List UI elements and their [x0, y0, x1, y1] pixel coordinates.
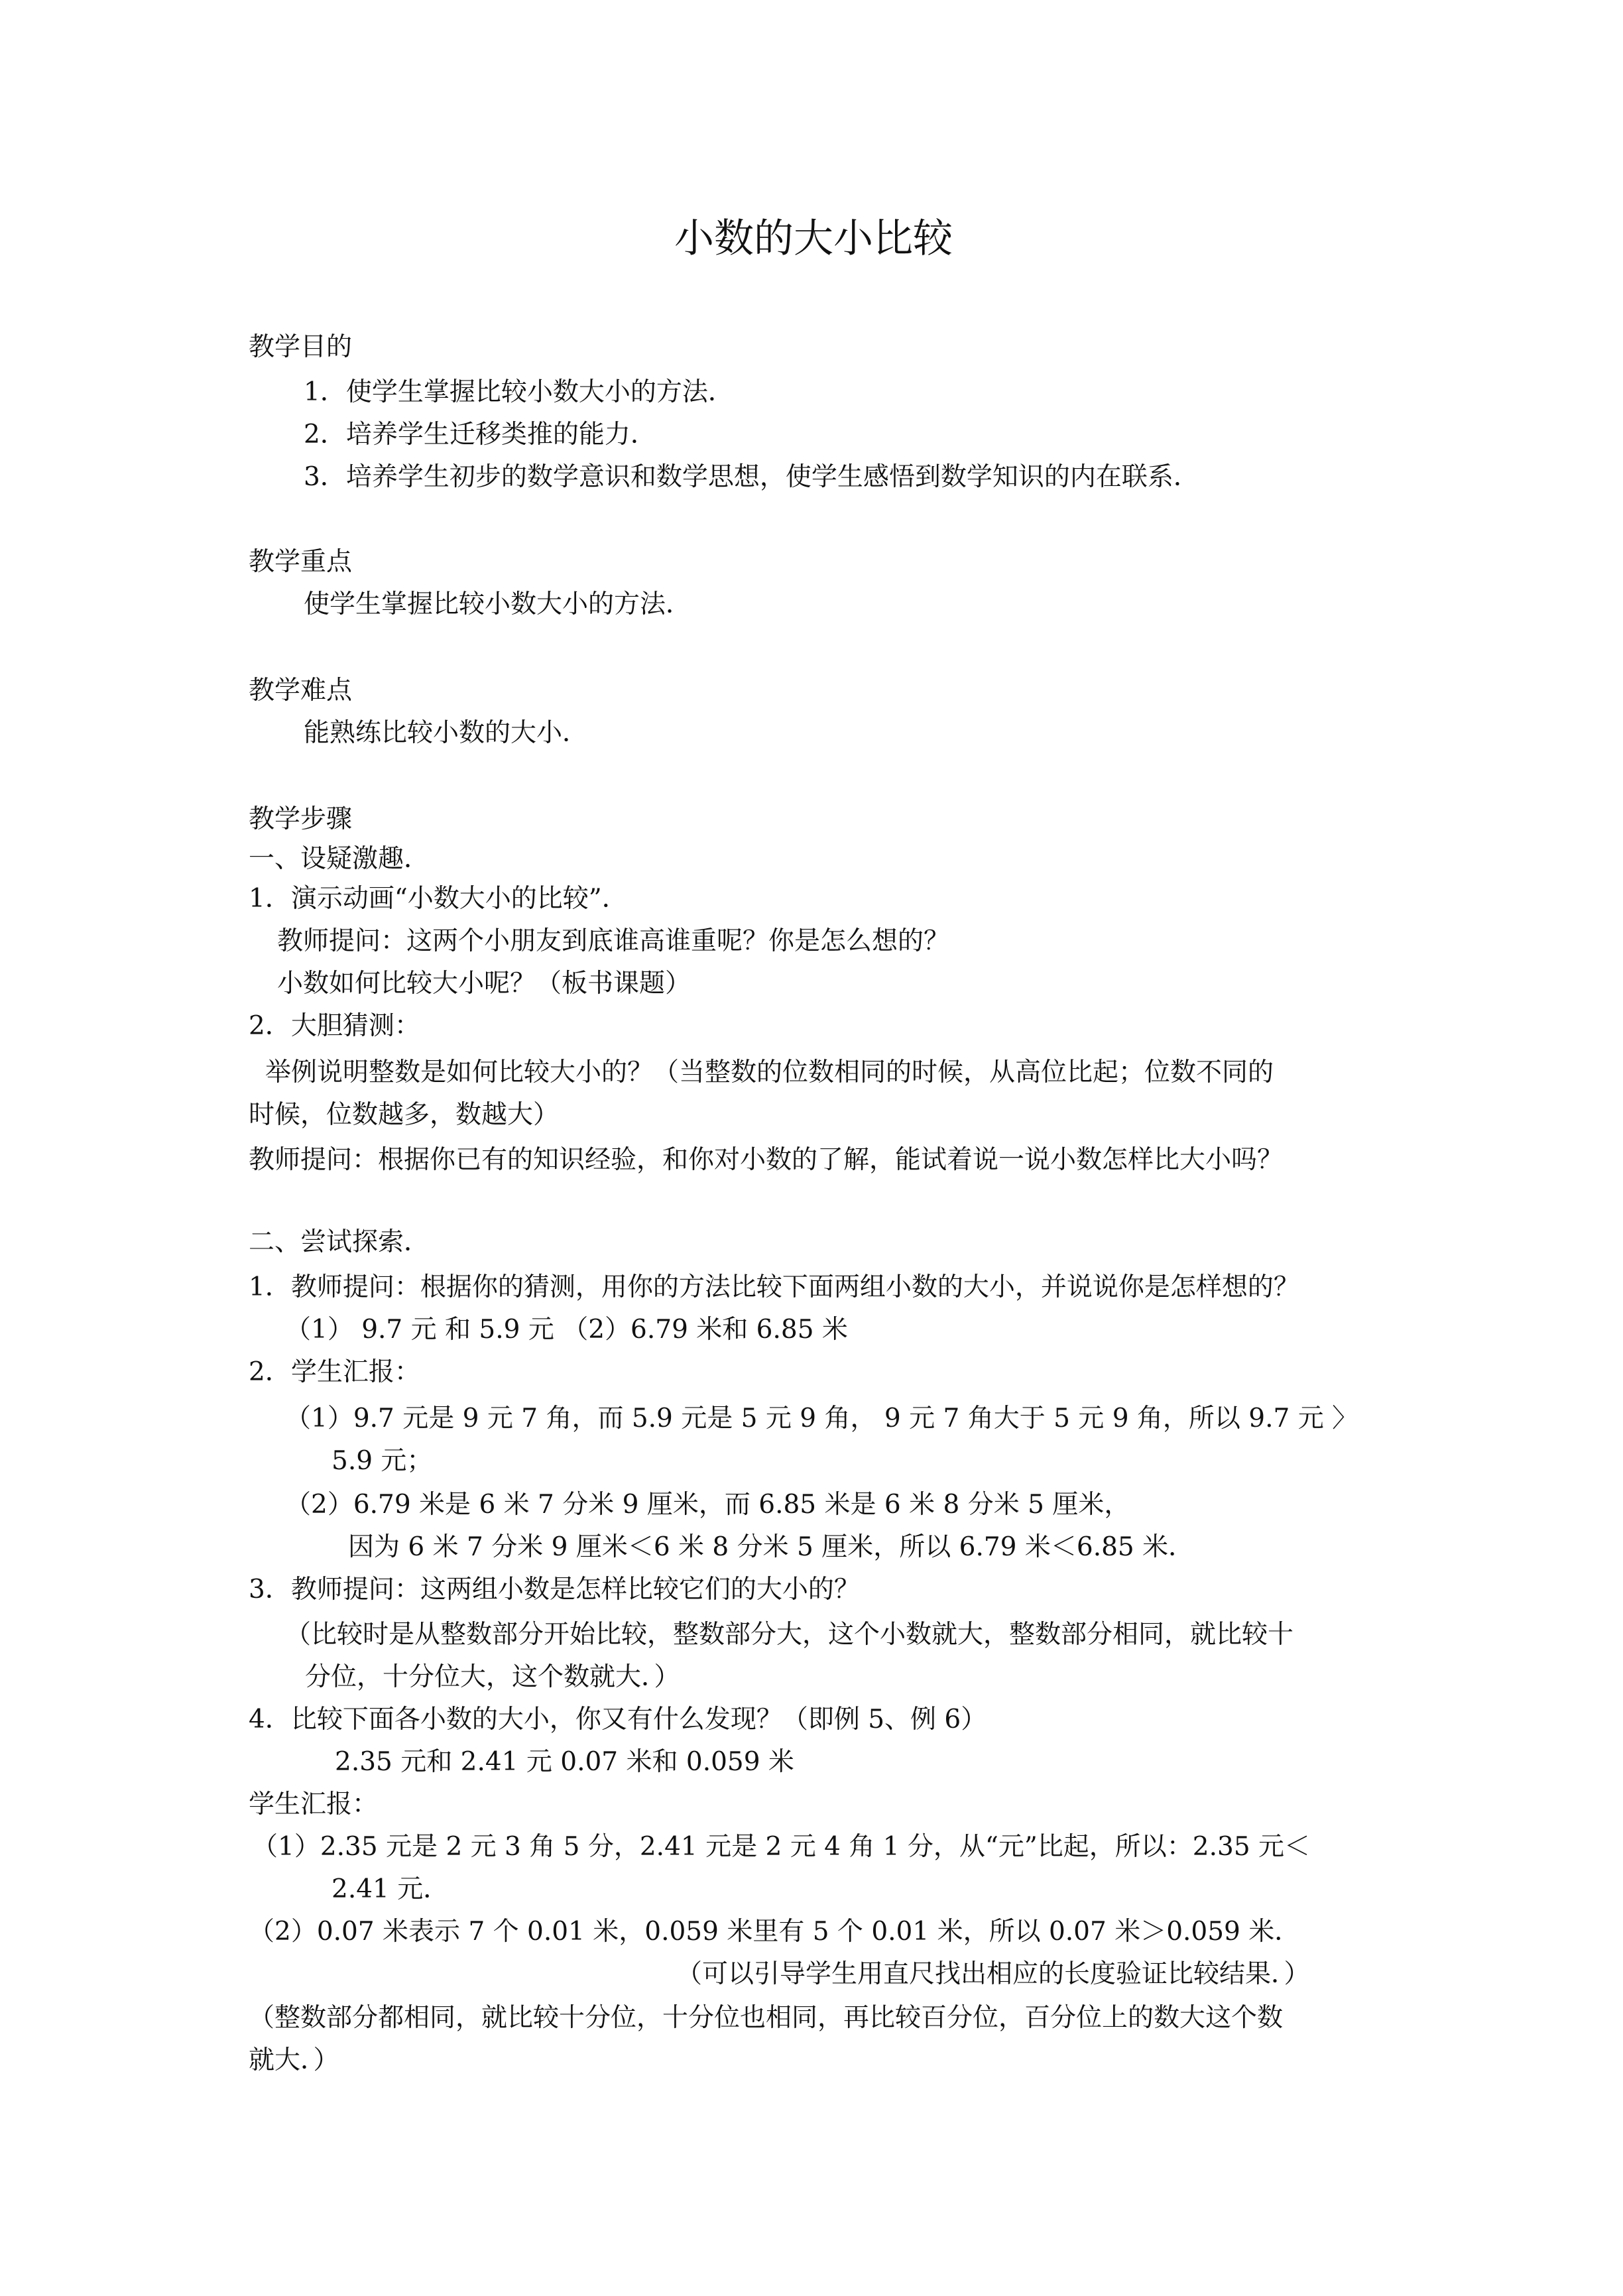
part2-line: 2.41 元．	[331, 1874, 450, 1904]
part2-line: 2.35 元和 2.41 元 0.07 米和 0.059 米	[335, 1747, 794, 1777]
part2-line: （2）6.79 米是 6 米 7 分米 9 厘米，而 6.85 米是 6 米 8 分米 5 厘米，	[285, 1490, 1130, 1520]
part1-line: 小数如何比较大小呢？（板书课题）	[277, 969, 691, 998]
objective-item: 2．培养学生迁移类推的能力．	[304, 420, 656, 450]
part2-line: 5.9 元；	[331, 1446, 433, 1476]
key-point-text: 使学生掌握比较小数大小的方法．	[304, 589, 692, 619]
part2-line: （1）9.7 元是 9 元 7 角，而 5.9 元是 5 元 9 角， 9 元 7 角大于 5 元 9 角，所以 9.7 元 〉	[285, 1404, 1358, 1433]
part2-line: 因为 6 米 7 分米 9 厘米＜6 米 8 分米 5 厘米，所以 6.79 米＜6.85 米．	[348, 1532, 1195, 1562]
objectives-heading: 教学目的	[249, 332, 353, 362]
page-title: 小数的大小比较	[674, 215, 953, 262]
part1-line: 举例说明整数是如何比较大小的？（当整数的位数相同的时候，从高位比起；位数不同的	[265, 1057, 1274, 1087]
part1-heading: 一、设疑激趣．	[249, 844, 430, 874]
part2-line: （1）2.35 元是 2 元 3 角 5 分，2.41 元是 2 元 4 角 1 分，从“元”比起，所以：2.35 元＜	[252, 1832, 1311, 1862]
part2-line: （2）0.07 米表示 7 个 0.01 米，0.059 米里有 5 个 0.01 米，所以 0.07 米＞0.059 米．	[249, 1917, 1301, 1947]
part1-line: 时候，位数越多，数越大）	[249, 1100, 560, 1130]
part2-line: 学生汇报：	[249, 1789, 379, 1819]
part2-line: （可以引导学生用直尺找出相应的长度验证比较结果．）	[676, 1959, 1310, 1989]
part2-line: （1） 9.7 元 和 5.9 元 （2）6.79 米和 6.85 米	[285, 1315, 848, 1345]
part2-line: 1．教师提问：根据你的猜测，用你的方法比较下面两组小数的大小，并说说你是怎样想的？	[249, 1272, 1299, 1302]
key-point-heading: 教学重点	[249, 547, 353, 577]
part1-line: 教师提问：这两个小朋友到底谁高谁重呢？你是怎么想的？	[277, 926, 950, 956]
objective-item: 3．培养学生初步的数学意识和数学思想，使学生感悟到数学知识的内在联系．	[304, 462, 1199, 492]
part1-line: 2．大胆猜测：	[249, 1011, 420, 1041]
part2-heading: 二、尝试探索．	[249, 1227, 430, 1257]
objective-item: 1．使学生掌握比较小数大小的方法．	[304, 377, 734, 407]
part2-line: （比较时是从整数部分开始比较，整数部分大，这个小数就大，整数部分相同，就比较十	[285, 1620, 1294, 1650]
part1-line: 教师提问：根据你已有的知识经验，和你对小数的了解，能试着说一说小数怎样比大小吗？	[249, 1145, 1284, 1175]
difficulty-heading: 教学难点	[249, 676, 353, 705]
part2-line: 就大．）	[249, 2045, 339, 2075]
part2-line: 4．比较下面各小数的大小，你又有什么发现？（即例 5、例 6）	[249, 1705, 987, 1734]
difficulty-text: 能熟练比较小数的大小．	[304, 718, 589, 748]
part2-line: 2．学生汇报：	[249, 1357, 420, 1387]
part2-line: （整数部分都相同，就比较十分位，十分位也相同，再比较百分位，百分位上的数大这个数	[249, 2003, 1284, 2033]
part2-line: 3．教师提问：这两组小数是怎样比较它们的大小的？	[249, 1575, 860, 1604]
part1-line: 1．演示动画“小数大小的比较”．	[249, 884, 628, 914]
steps-heading: 教学步骤	[249, 804, 353, 834]
part2-line: 分位，十分位大，这个数就大．）	[305, 1662, 680, 1692]
